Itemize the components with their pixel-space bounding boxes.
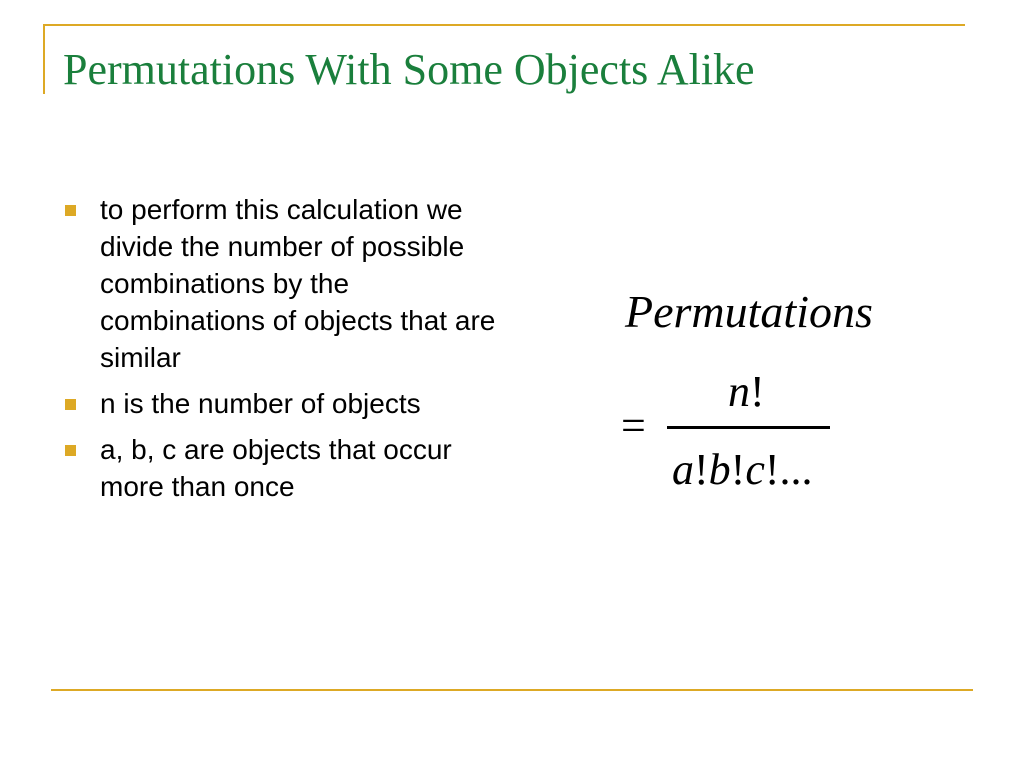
bullet-item bbox=[63, 191, 503, 376]
formula-equals-sign: = bbox=[621, 401, 646, 450]
slide-title: Permutations With Some Objects Alike bbox=[63, 45, 755, 94]
bullet-text: a, b, c are objects that occur more than once bbox=[100, 434, 452, 502]
formula-denominator bbox=[672, 442, 813, 498]
formula-numerator bbox=[728, 364, 765, 420]
denominator-factorial-2: ! bbox=[730, 445, 746, 494]
denominator-a: a bbox=[672, 445, 694, 494]
denominator-tail: !... bbox=[764, 445, 813, 494]
bullet-item bbox=[63, 431, 503, 505]
denominator-factorial-1: ! bbox=[694, 445, 709, 494]
denominator-c: c bbox=[745, 445, 765, 494]
bullet-text: to perform this calculation we divide the number of possible combinations by the combinations of objects that are similar bbox=[100, 194, 496, 373]
square-bullet-icon bbox=[65, 205, 76, 216]
square-bullet-icon bbox=[65, 445, 76, 456]
numerator-factorial: ! bbox=[750, 367, 765, 416]
permutation-formula bbox=[600, 270, 960, 530]
bottom-border-line bbox=[51, 689, 973, 691]
fraction-bar bbox=[667, 426, 830, 429]
top-border-line bbox=[43, 24, 965, 26]
square-bullet-icon bbox=[65, 399, 76, 410]
left-border-line bbox=[43, 24, 45, 94]
bullet-text: n is the number of objects bbox=[100, 388, 421, 419]
bullet-item bbox=[63, 385, 503, 422]
formula-label: Permutations bbox=[625, 286, 873, 337]
numerator-variable: n bbox=[728, 367, 750, 416]
denominator-b: b bbox=[708, 445, 731, 494]
bullet-list bbox=[63, 191, 503, 514]
